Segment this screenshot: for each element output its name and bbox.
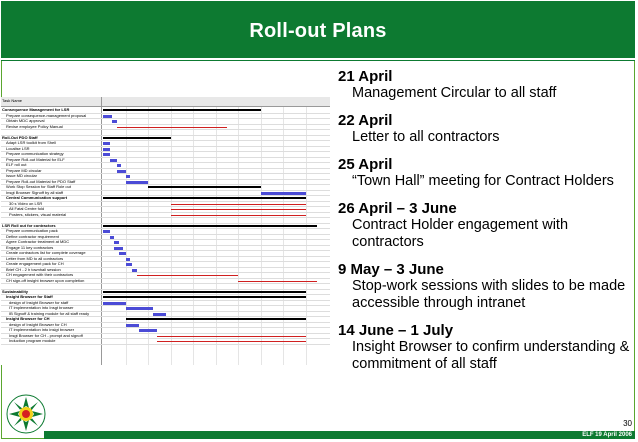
footer-text: ELF 19 April 2006 <box>582 432 632 438</box>
gantt-bar <box>117 164 122 167</box>
gantt-task-label: Insight Browser for CH <box>6 316 50 321</box>
gantt-task-label: Issue MD circular <box>6 173 37 178</box>
gantt-task-label: Prepare Roll-out Material for ELF <box>6 156 65 162</box>
milestone-item <box>338 322 634 373</box>
gantt-task-label: Induction program module <box>9 338 56 343</box>
gantt-task-label: Insight Browser for Staff <box>6 294 53 299</box>
gantt-task-label: design of Insight Browser for staff <box>9 299 69 305</box>
gantt-bar <box>171 204 306 205</box>
gantt-header-label: Task Name <box>2 98 23 103</box>
milestone-description: Stop-work sessions with slides to be made accessible through intranet <box>352 278 626 311</box>
gantt-task-label: IT implementation into Insgt browser <box>9 305 74 310</box>
milestone-description: Letter to all contractors <box>352 129 500 145</box>
gantt-task-label: Prepare consequence-management proposal <box>6 112 87 118</box>
gantt-bar <box>103 225 317 227</box>
gantt-bar <box>157 336 306 337</box>
gantt-task-label: CH sign-off insight browser upon completion <box>6 277 85 283</box>
gantt-bar <box>103 197 306 199</box>
gantt-task-label: Roll-Out PDO Staff <box>2 134 38 140</box>
gantt-bar <box>148 186 261 188</box>
milestone-item <box>338 112 634 146</box>
gantt-bar <box>171 215 306 216</box>
milestone-item <box>338 68 634 102</box>
gantt-bar <box>132 269 137 272</box>
milestone-date: 25 April <box>338 156 393 173</box>
gantt-bar <box>238 281 317 282</box>
milestone-item <box>338 200 634 251</box>
gantt-bar <box>126 318 306 320</box>
gantt-bar <box>110 159 117 162</box>
slide-title: Roll-out Plans <box>249 19 387 42</box>
gantt-bar <box>114 247 123 250</box>
gantt-task-label: ELF roll out <box>6 162 27 167</box>
gantt-task-label: Agree Contractor treatment at MDC <box>6 239 70 244</box>
gantt-bar <box>103 296 306 298</box>
gantt-task-label: Central Communication support <box>6 195 68 200</box>
gantt-bar <box>126 181 149 184</box>
gantt-bar <box>103 230 110 233</box>
gantt-task-label: Insgt Browser Signoff by all staff <box>6 189 63 195</box>
gantt-bar <box>126 175 131 178</box>
gantt-task-label: All Fatal Centre fold <box>9 206 45 211</box>
gantt-task-label: Letter from MD to all contractors <box>6 255 64 261</box>
gantt-task-label: Insgt Browser for CH - prompt and signoff <box>9 332 83 338</box>
gantt-row <box>1 339 330 345</box>
milestone-item <box>338 156 634 190</box>
gantt-task-label: Engage 11 key contractors <box>6 244 54 250</box>
slide-header <box>1 1 635 61</box>
gantt-bar <box>103 137 171 139</box>
gantt-bar <box>112 120 117 123</box>
gantt-task-label: 30 s Video on LSR <box>9 200 43 206</box>
gantt-task-label: Prepare MD circular <box>6 167 42 173</box>
gantt-bar <box>103 115 112 118</box>
gantt-task-label: Adapt LSR toolkit from Shell <box>6 140 57 145</box>
gantt-task-label: Create engagement pack for CH <box>6 261 64 266</box>
gantt-bar <box>103 153 110 156</box>
gantt-task-label: Posters, stickers, visual material <box>9 211 67 217</box>
gantt-task-label: design of Insight Browser for CH <box>9 321 67 327</box>
milestone-date: 21 April <box>338 68 393 85</box>
page-number: 30 <box>623 419 632 428</box>
gantt-bar <box>103 302 126 305</box>
gantt-bar <box>103 148 110 151</box>
gantt-task-label: Work Stop Session for Staff Role out <box>6 184 71 189</box>
milestone-description: “Town Hall” meeting for Contract Holders <box>352 173 614 189</box>
gantt-bar <box>103 109 261 111</box>
gantt-task-label: Consequence Management for LSR <box>2 107 70 112</box>
gantt-bar <box>103 142 110 145</box>
header-divider <box>1 58 635 60</box>
milestone-description: Management Circular to all staff <box>352 85 557 101</box>
logo-emblem-icon <box>6 394 46 434</box>
gantt-task-label: Obtain MDC approval <box>6 118 45 123</box>
gantt-bar <box>157 341 306 342</box>
gantt-bar <box>114 241 119 244</box>
milestone-description: Insight Browser to confirm understanding & commitment of all staff <box>352 339 630 372</box>
gantt-task-label: Revise employee Policy Manual <box>6 123 63 129</box>
milestone-date: 9 May – 3 June <box>338 261 444 278</box>
gantt-bar <box>117 127 227 128</box>
gantt-bar <box>119 252 126 255</box>
footer-bar <box>44 431 635 439</box>
gantt-task-label: Create contractors list for complete coverage <box>6 250 86 255</box>
gantt-bar <box>139 329 157 332</box>
gantt-task-label: IT implementation into insigt browser <box>9 327 75 332</box>
gantt-bar <box>126 324 140 327</box>
gantt-task-label: Brief CH - 2 h townhall session <box>6 266 61 272</box>
gantt-bar <box>117 170 126 173</box>
milestone-date: 14 June – 1 July <box>338 322 454 339</box>
milestone-list <box>338 68 634 383</box>
gantt-task-label: Localise LSR <box>6 145 30 151</box>
gantt-task-label: Define contractor requirement <box>6 233 59 239</box>
gantt-header <box>1 97 330 107</box>
gantt-bar <box>126 307 153 310</box>
milestone-description: Contract Holder engagement with contractors <box>352 217 569 250</box>
gantt-task-label: IB Signoff & training module for all staff ready <box>9 310 90 316</box>
gantt-bar <box>126 258 131 261</box>
milestone-date: 22 April <box>338 112 393 129</box>
gantt-bar <box>103 291 306 293</box>
milestone-item <box>338 261 634 312</box>
gantt-bar <box>110 236 115 239</box>
gantt-task-label: Prepare communication strategy <box>6 151 64 156</box>
gantt-bar <box>261 192 306 195</box>
gantt-task-label: Prepare communication pack <box>6 228 58 233</box>
gantt-task-label: Sustainability <box>2 288 29 294</box>
gantt-chart-thumbnail <box>1 97 330 365</box>
gantt-bar <box>137 275 238 276</box>
gantt-task-label: LSR Roll out for contractors <box>2 222 56 228</box>
gantt-bar <box>171 209 306 210</box>
milestone-date: 26 April – 3 June <box>338 200 457 217</box>
gantt-task-label: CH engagement with their contractors <box>6 272 74 277</box>
gantt-task-label: Prepare Roll-out Material for PDO Staff <box>6 178 76 184</box>
gantt-bar <box>126 263 133 266</box>
gantt-bar <box>153 313 167 316</box>
